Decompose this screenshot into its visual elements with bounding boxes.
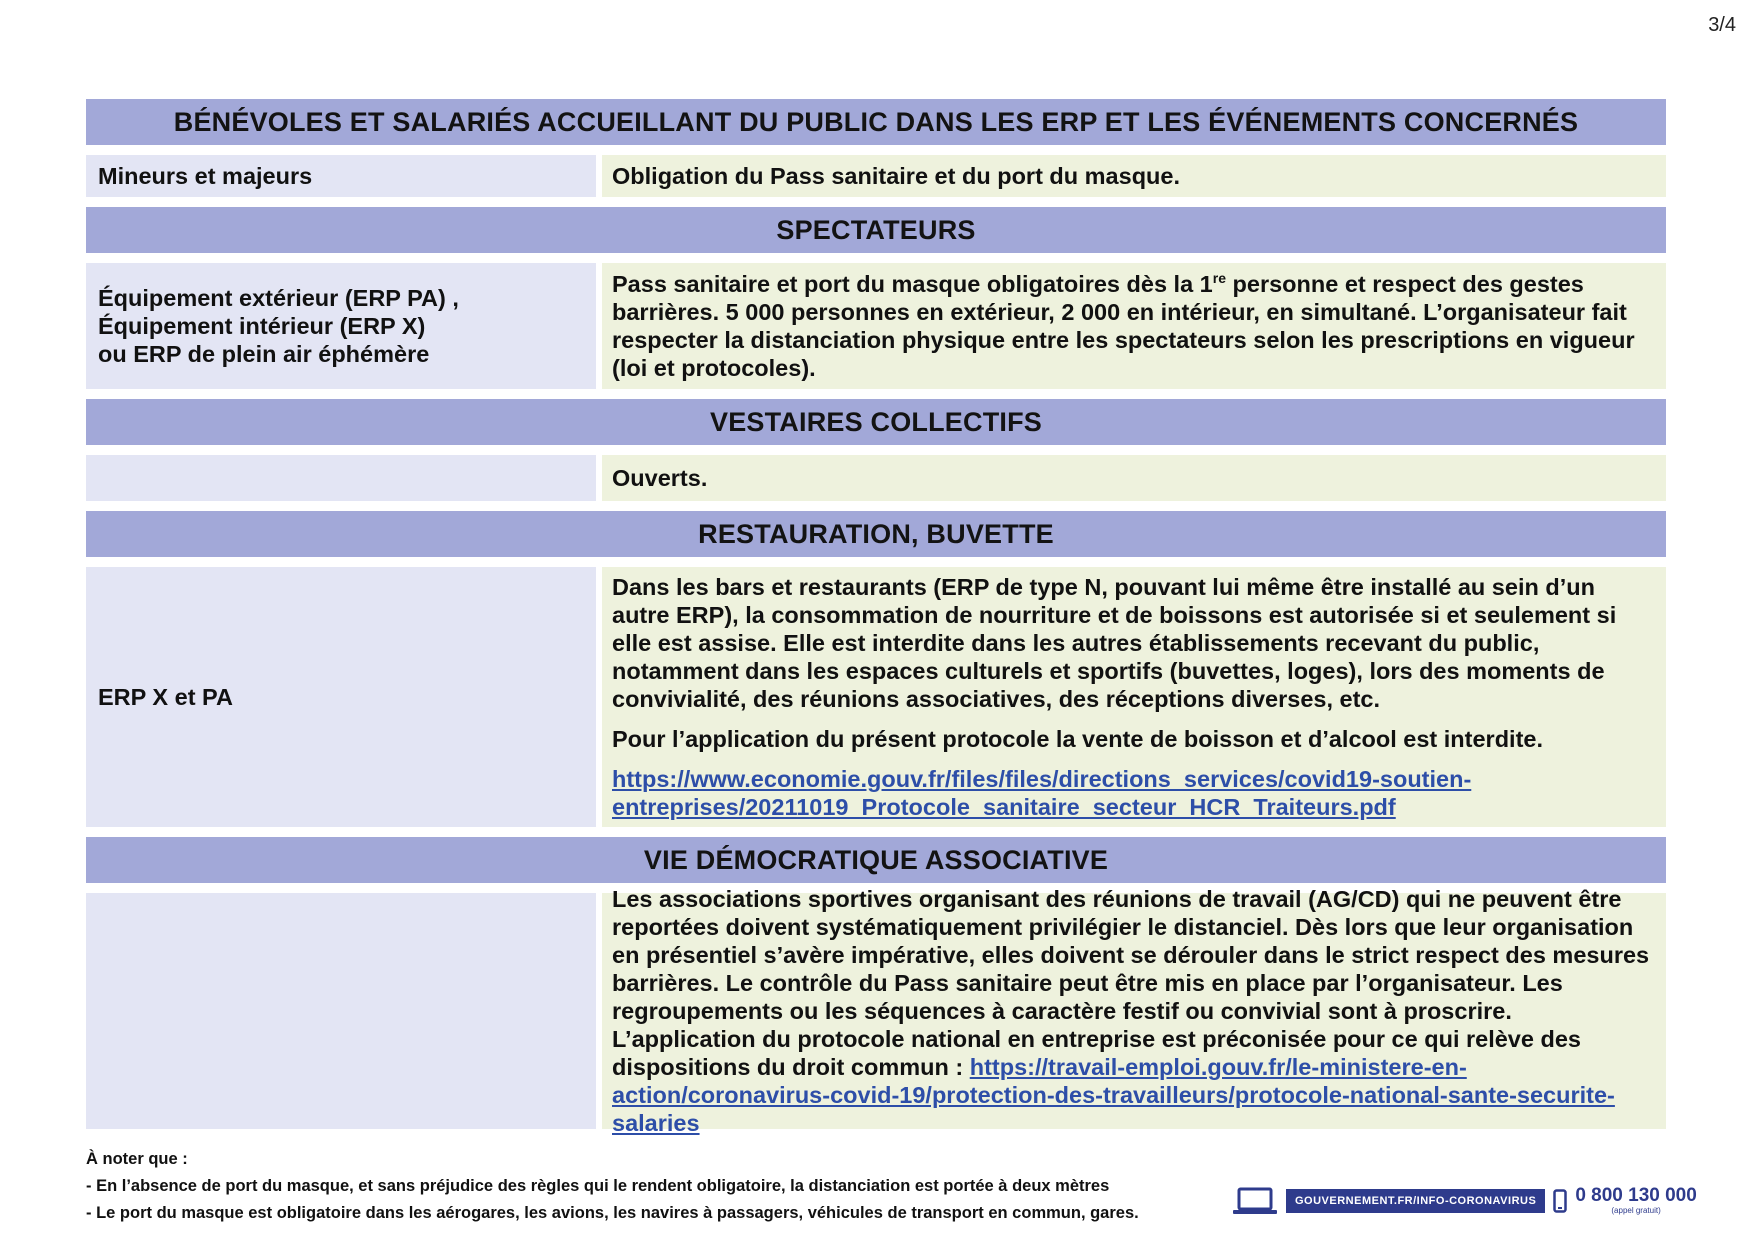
row-text: Pour l’application du présent protocole la vente de boisson et d’alcool est interdite. — [612, 726, 1544, 752]
row-content — [602, 886, 1666, 1136]
row-text — [612, 885, 1658, 1137]
notes-heading: À noter que : — [86, 1150, 188, 1168]
row-content — [602, 155, 1666, 197]
gov-site-banner[interactable]: GOUVERNEMENT.FR/INFO-CORONAVIRUS — [1286, 1189, 1545, 1213]
row-label — [86, 455, 596, 501]
row-link-wrap — [612, 765, 1658, 821]
note-item: - Le port du masque est obligatoire dans les aérogares, les avions, les navires à passagers, véhicules de transport en commun, gares. — [86, 1204, 1139, 1222]
row-label: Équipement extérieur (ERP PA) , Équipement intérieur (ERP X) ou ERP de plein air éphémère — [86, 263, 596, 389]
row-content — [602, 455, 1666, 501]
protocole-national-link[interactable]: https://travail-emploi.gouv.fr/le-ministere-en-action/coronavirus-covid-19/protection-des-travailleurs/protocole-national-sante-securite-salaries — [612, 1054, 1615, 1136]
laptop-icon — [1232, 1187, 1278, 1215]
section-title-vestiaires: VESTAIRES COLLECTIFS — [86, 399, 1666, 445]
footer-brand — [1232, 1186, 1697, 1215]
row-text-part: personne et respect des gestes barrières. 5 000 personnes en extérieur, 2 000 en intérieur, en simultané. L’organisateur fait respecter la distanciation physique entre les spectateurs selon les prescriptions en vigueur (loi et protocoles). — [612, 271, 1635, 381]
table-row — [86, 455, 1666, 501]
phone-icon — [1553, 1189, 1567, 1213]
row-text — [612, 270, 1658, 382]
row-text: Dans les bars et restaurants (ERP de type N, pouvant lui même être installé au sein d’un autre ERP), la consommation de nourriture et de boissons est autorisée si et seulement si elle est assise. Elle est interdite dans les autres établissements recevant du public, notamment dans les espaces culturels et sportifs (buvettes, loges), lors des moments de convivialité, des réunions associatives, des réceptions diverses, etc. — [612, 574, 1617, 712]
row-label — [86, 893, 596, 1129]
row-label: ERP X et PA — [86, 567, 596, 827]
section-title-benevoles: BÉNÉVOLES ET SALARIÉS ACCUEILLANT DU PUBLIC DANS LES ERP ET LES ÉVÉNEMENTS CONCERNÉS — [86, 99, 1666, 145]
row-label: Mineurs et majeurs — [86, 155, 596, 197]
notes — [86, 1146, 1139, 1227]
section-title-restauration: RESTAURATION, BUVETTE — [86, 511, 1666, 557]
table-row — [86, 155, 1666, 197]
row-text: Obligation du Pass sanitaire et du port du masque. — [612, 163, 1181, 189]
page-number: 3/4 — [1708, 14, 1736, 36]
section-title-spectateurs: SPECTATEURS — [86, 207, 1666, 253]
row-text-part: Les associations sportives organisant des réunions de travail (AG/CD) qui ne peuvent être reportées doivent systématiquement privilégier le distanciel. Dès lors que leur organisation en présentiel s’avère impérative, elles doivent se dérouler dans le strict respect des mesures barrières. Le contrôle du Pass sanitaire peut être mis en place par l’organisateur. Les regroupements ou les séquences à caractère festif ou convivial sont à proscrire. L’application du protocole national en entreprise est préconisée pour ce qui relève des dispositions du droit commun : — [612, 886, 1650, 1080]
hcr-protocol-link[interactable]: https://www.economie.gouv.fr/files/files/directions_services/covid19-soutien-entreprises/20211019_Protocole_sanitaire_secteur_HCR_Traiteurs.pdf — [612, 766, 1472, 820]
protocol-table — [86, 99, 1666, 1139]
phone-number: 0 800 130 000 — [1575, 1185, 1697, 1206]
phone-block — [1575, 1186, 1697, 1215]
table-row — [86, 263, 1666, 389]
note-item: - En l’absence de port du masque, et sans préjudice des règles qui le rendent obligatoire, la distanciation est portée à deux mètres — [86, 1177, 1110, 1195]
row-text: Ouverts. — [612, 465, 708, 491]
section-title-vie-democratique: VIE DÉMOCRATIQUE ASSOCIATIVE — [86, 837, 1666, 883]
row-content — [602, 567, 1666, 827]
table-row — [86, 567, 1666, 827]
row-text-part: Pass sanitaire et port du masque obligatoires dès la 1 — [612, 271, 1213, 297]
row-content — [602, 263, 1666, 389]
table-row — [86, 886, 1666, 1136]
superscript: re — [1212, 270, 1226, 287]
phone-note: (appel gratuit) — [1611, 1206, 1661, 1215]
